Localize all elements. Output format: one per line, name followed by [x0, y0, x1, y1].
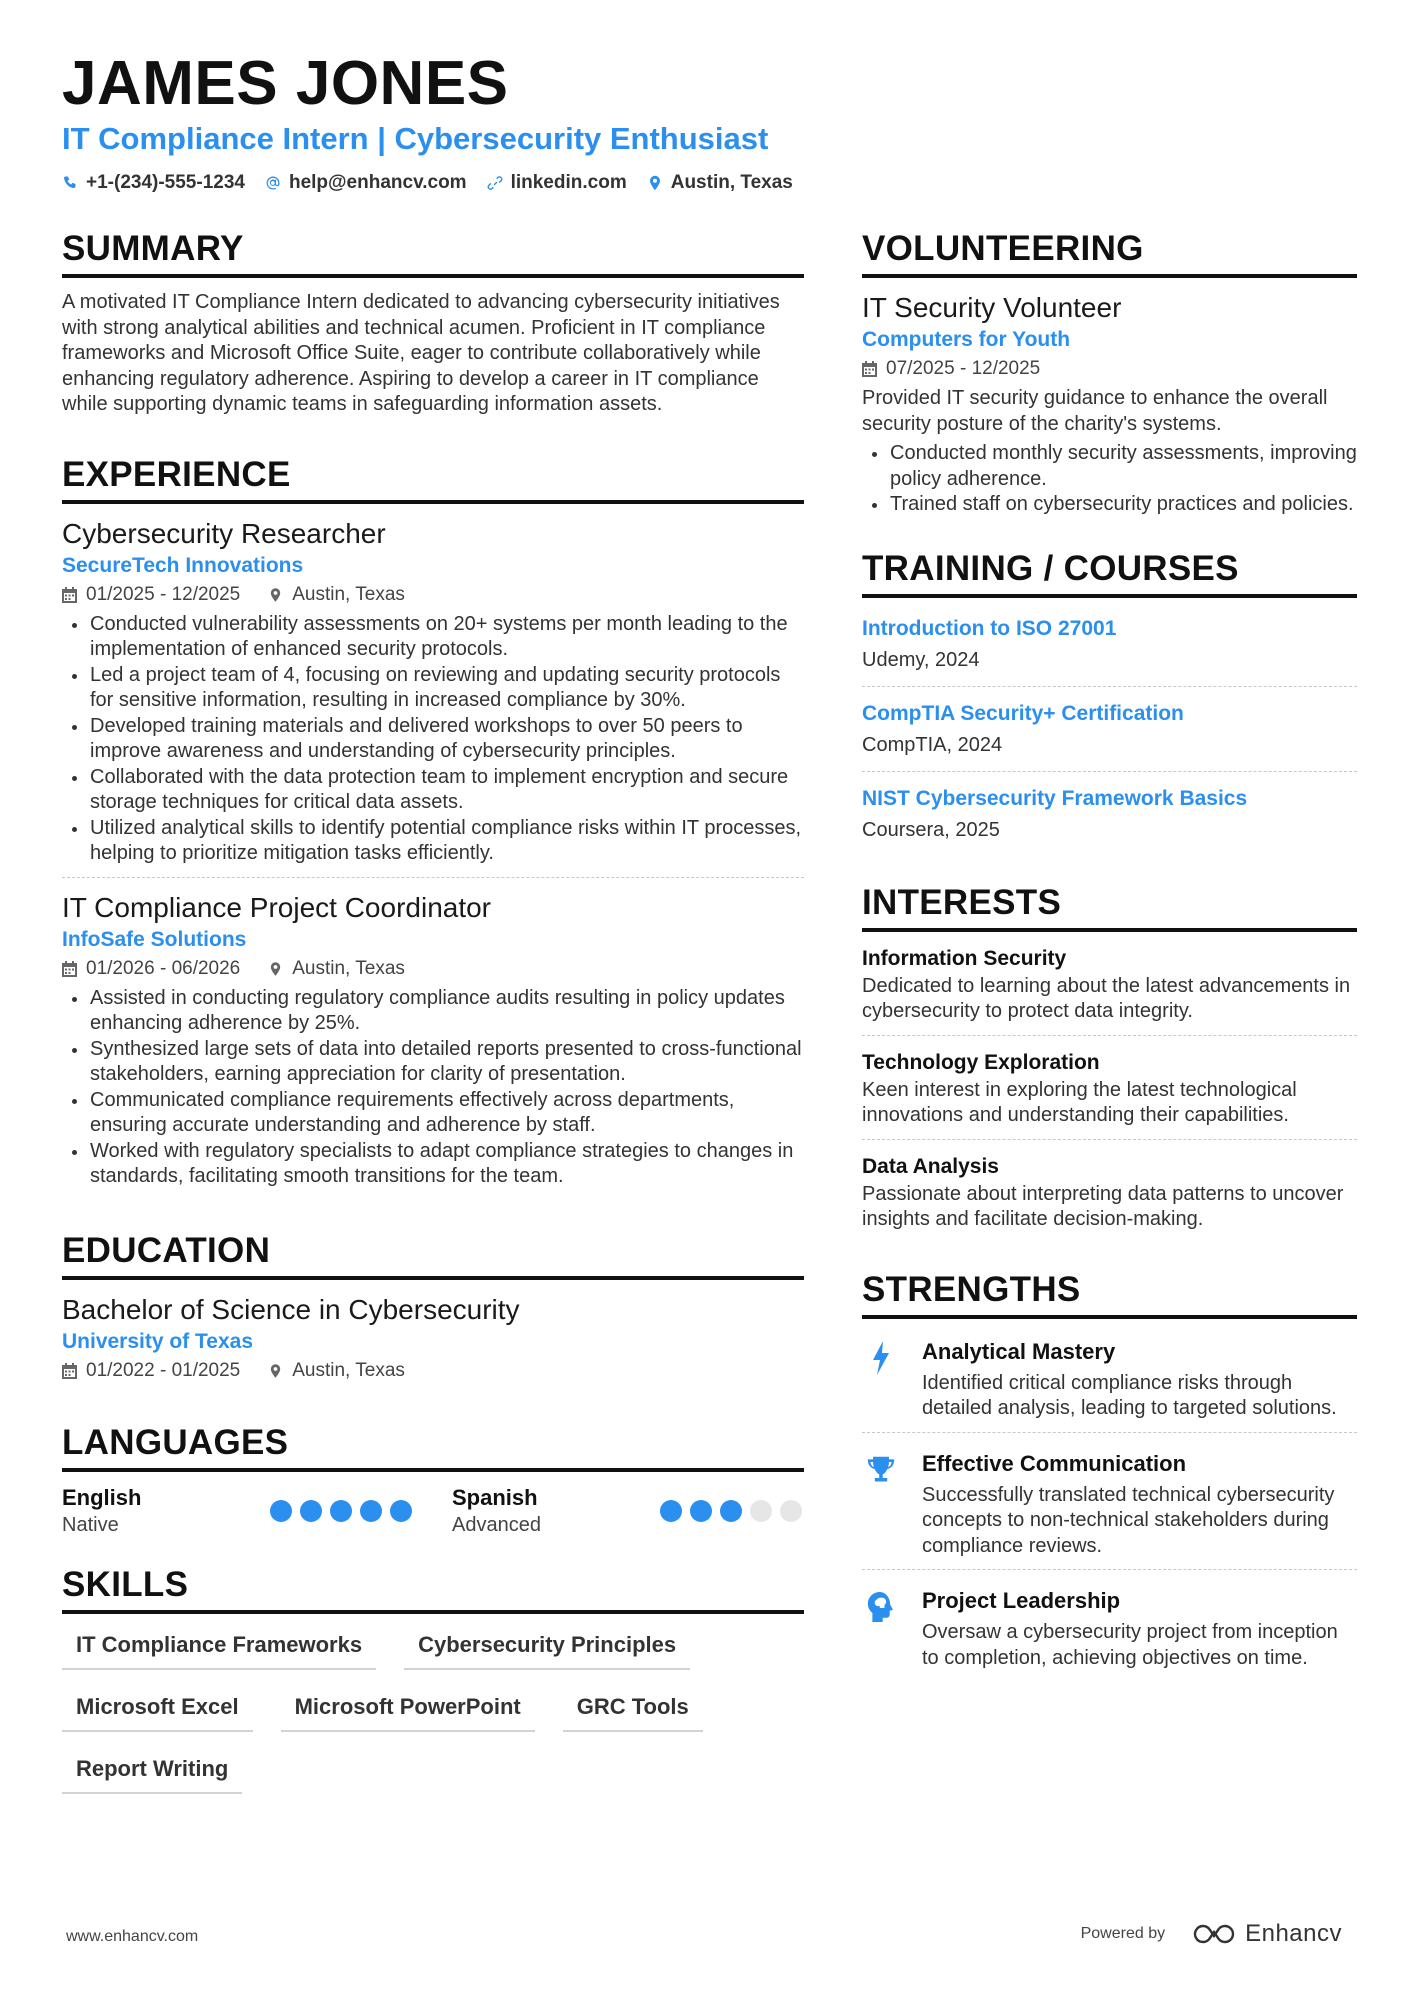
- bullet-item: Synthesized large sets of data into detailed reports presented to cross-functional stakeholders, earning appreciation for clarity of presentation.: [62, 1037, 804, 1088]
- right-column: [862, 228, 1357, 1707]
- bullet-item: Utilized analytical skills to identify potential compliance risks within IT processes, helping to prioritize mitigation tasks efficiently.: [62, 816, 804, 867]
- education-section: [62, 1230, 804, 1396]
- job-location: [268, 954, 405, 984]
- bullet-item: Collaborated with the data protection team to implement encryption and secure storage techniques for critical data assets.: [62, 765, 804, 816]
- volunteer-role: IT Security Volunteer: [862, 292, 1122, 323]
- company-name: InfoSafe Solutions: [62, 927, 247, 951]
- calendar-icon: [862, 361, 877, 377]
- education-entry: [62, 1292, 804, 1396]
- course-title: NIST Cybersecurity Framework Basics: [862, 786, 1248, 810]
- bullet-item: Conducted monthly security assessments, improving policy adherence.: [862, 441, 1357, 492]
- contact-bar: [62, 172, 793, 194]
- section-title-education: EDUCATION: [62, 1230, 804, 1280]
- section-title-languages: LANGUAGES: [62, 1422, 804, 1472]
- language-list: [62, 1484, 804, 1538]
- skill-tag: Report Writing: [62, 1750, 242, 1794]
- contact-linkedin-text: linkedin.com: [510, 172, 627, 193]
- interest-title: Technology Exploration: [862, 1050, 1100, 1074]
- date-range: [62, 580, 240, 610]
- contact-linkedin[interactable]: [487, 172, 627, 194]
- interest-title: Information Security: [862, 946, 1067, 970]
- interest-text: Passionate about interpreting data patterns to uncover insights and facilitate decision-making.: [862, 1182, 1344, 1230]
- trophy-icon-svg: [866, 1453, 896, 1487]
- bullet-list: [862, 441, 1357, 518]
- experience-entry: [62, 516, 804, 878]
- location-text: Austin, Texas: [292, 583, 405, 605]
- section-title-skills: SKILLS: [62, 1564, 804, 1614]
- strength-item: [862, 1331, 1357, 1433]
- strength-title: Effective Communication: [922, 1450, 1187, 1476]
- contact-location-text: Austin, Texas: [670, 172, 793, 193]
- interest-item: [862, 1152, 1357, 1243]
- contact-phone-text: +1-(234)-555-1234: [86, 172, 245, 193]
- date-range: [62, 954, 240, 984]
- rating-dot-filled: [270, 1500, 292, 1522]
- powered-by-label: Powered by: [1080, 1925, 1166, 1942]
- experience-entry: [62, 890, 804, 1200]
- strength-title: Analytical Mastery: [922, 1338, 1116, 1364]
- language-text: [62, 1484, 141, 1538]
- language-text: [452, 1484, 541, 1538]
- section-title-summary: SUMMARY: [62, 228, 804, 278]
- rating-dot-empty: [750, 1500, 772, 1522]
- contact-email[interactable]: [265, 172, 467, 194]
- strength-title: Project Leadership: [922, 1588, 1121, 1613]
- section-title-strengths: STRENGTHS: [862, 1269, 1357, 1319]
- language-item: [452, 1484, 802, 1538]
- language-rating: [660, 1500, 802, 1522]
- job-title: Cybersecurity Researcher: [62, 517, 386, 549]
- volunteer-meta: [862, 354, 1357, 384]
- calendar-icon: [62, 587, 77, 603]
- at-icon: [265, 175, 281, 191]
- strength-text: Oversaw a cybersecurity project from inception to completion, achieving objectives on time.: [922, 1621, 1338, 1669]
- language-name: Spanish: [452, 1484, 538, 1510]
- interest-text: Keen interest in exploring the latest technological innovations and understanding their capabilities.: [862, 1078, 1297, 1126]
- contact-email-text: help@enhancv.com: [288, 172, 467, 193]
- section-title-experience: EXPERIENCE: [62, 454, 804, 504]
- interest-text: Dedicated to learning about the latest advancements in cybersecurity to protect data integrity.: [862, 974, 1351, 1022]
- interests-section: [862, 882, 1357, 1243]
- bullet-list: [62, 986, 804, 1190]
- job-location: [268, 580, 405, 610]
- bullet-item: Conducted vulnerability assessments on 20+ systems per month leading to the implementation of enhanced security protocols.: [62, 612, 804, 663]
- link-icon: [487, 175, 503, 191]
- skill-tag: GRC Tools: [563, 1688, 703, 1732]
- location-pin-icon: [268, 587, 283, 603]
- education-meta: [62, 1356, 804, 1386]
- rating-dot-filled: [690, 1500, 712, 1522]
- school-location: [268, 1356, 405, 1386]
- date-text: 01/2022 - 01/2025: [86, 1359, 241, 1381]
- date-range: [862, 354, 1040, 384]
- rating-dot-filled: [390, 1500, 412, 1522]
- bullet-item: Worked with regulatory specialists to adapt compliance strategies to changes in standards, facilitating smooth transitions for the team.: [62, 1139, 804, 1190]
- head-brain-icon: [862, 1586, 900, 1671]
- strength-text: Successfully translated technical cybersecurity concepts to non-technical stakeholders during compliance reviews.: [922, 1483, 1335, 1557]
- bullet-item: Developed training materials and delivered workshops to over 50 peers to improve awareness and understanding of cybersecurity principles.: [62, 714, 804, 765]
- date-range: [62, 1356, 240, 1386]
- strength-body: [922, 1586, 1357, 1671]
- skills-section: [62, 1564, 804, 1794]
- bullet-item: Communicated compliance requirements effectively across departments, ensuring accurate understanding and adherence by staff.: [62, 1088, 804, 1139]
- course-item: [862, 610, 1357, 687]
- bullet-item: Led a project team of 4, focusing on reviewing and updating security protocols for sensitive information, resulting in increased compliance by 30%.: [62, 663, 804, 714]
- volunteering-section: [862, 228, 1357, 518]
- bullet-item: Trained staff on cybersecurity practices and policies.: [862, 492, 1357, 518]
- summary-text: A motivated IT Compliance Intern dedicated to advancing cybersecurity initiatives with strong analytical abilities and technical acumen. Proficient in IT compliance frameworks and Microsoft Office Suite, eager to contribute collaboratively while enhancing regulatory adherence. Aspiring to develop a career in IT compliance while supporting dynamic teams in safeguarding information assets.: [62, 291, 780, 415]
- strength-text: Identified critical compliance risks through detailed analysis, leading to targeted solutions.: [922, 1371, 1337, 1419]
- job-title: IT Compliance Project Coordinator: [62, 891, 492, 923]
- job-meta: [62, 580, 804, 610]
- skill-tag: Microsoft PowerPoint: [281, 1688, 535, 1732]
- section-title-training: TRAINING / COURSES: [862, 548, 1357, 598]
- date-text: 01/2025 - 12/2025: [86, 583, 241, 605]
- rating-dot-filled: [660, 1500, 682, 1522]
- contact-phone[interactable]: [62, 172, 245, 194]
- location-text: Austin, Texas: [292, 1359, 405, 1381]
- strengths-section: [862, 1269, 1357, 1682]
- interest-item: [862, 944, 1357, 1036]
- lightning-bolt-icon-svg: [866, 1341, 896, 1375]
- head-brain-icon-svg: [866, 1590, 896, 1624]
- date-text: 01/2026 - 06/2026: [86, 957, 241, 979]
- footer-branding: [1081, 1920, 1342, 1948]
- strength-item: [862, 1443, 1357, 1571]
- language-item: [62, 1484, 412, 1538]
- rating-dot-filled: [300, 1500, 322, 1522]
- degree: Bachelor of Science in Cybersecurity: [62, 1293, 520, 1325]
- language-rating: [270, 1500, 412, 1522]
- rating-dot-filled: [330, 1500, 352, 1522]
- calendar-icon: [62, 1363, 77, 1379]
- experience-section: [62, 454, 804, 1200]
- course-provider: CompTIA, 2024: [862, 733, 1003, 756]
- skill-tag: Cybersecurity Principles: [404, 1626, 690, 1670]
- enhancv-logo-icon: [1191, 1922, 1237, 1946]
- language-name: English: [62, 1484, 142, 1510]
- company-name: SecureTech Innovations: [62, 553, 304, 577]
- location-pin-icon: [268, 1363, 283, 1379]
- trophy-icon: [862, 1449, 900, 1560]
- skill-tag: Microsoft Excel: [62, 1688, 253, 1732]
- strength-body: [922, 1337, 1357, 1422]
- bullet-item: Assisted in conducting regulatory compliance audits resulting in policy updates enhancing adherence by 25%.: [62, 986, 804, 1037]
- skill-tag: IT Compliance Frameworks: [62, 1626, 376, 1670]
- course-item: [862, 695, 1357, 772]
- rating-dot-filled: [360, 1500, 382, 1522]
- contact-location: [647, 172, 793, 194]
- brand-name: Enhancv: [1245, 1920, 1342, 1947]
- course-title: CompTIA Security+ Certification: [862, 701, 1184, 725]
- language-level: Native: [62, 1513, 119, 1536]
- language-level: Advanced: [452, 1513, 541, 1536]
- volunteer-org: Computers for Youth: [862, 328, 1071, 351]
- candidate-name: JAMES JONES: [62, 49, 509, 118]
- headline: IT Compliance Intern | Cybersecurity Enthusiast: [62, 121, 769, 156]
- summary-section: [62, 228, 804, 418]
- left-column: [62, 228, 804, 1820]
- date-text: 07/2025 - 12/2025: [886, 358, 1041, 379]
- job-meta: [62, 954, 804, 984]
- course-provider: Coursera, 2025: [862, 818, 1000, 841]
- bullet-list: [62, 612, 804, 867]
- languages-section: [62, 1422, 804, 1538]
- location-pin-icon: [268, 961, 283, 977]
- rating-dot-filled: [720, 1500, 742, 1522]
- rating-dot-empty: [780, 1500, 802, 1522]
- interest-item: [862, 1048, 1357, 1140]
- enhancv-logo[interactable]: [1191, 1920, 1342, 1948]
- lightning-bolt-icon: [862, 1337, 900, 1422]
- training-section: [862, 548, 1357, 856]
- course-title: Introduction to ISO 27001: [862, 616, 1117, 640]
- section-title-volunteering: VOLUNTEERING: [862, 228, 1357, 278]
- interest-title: Data Analysis: [862, 1154, 999, 1178]
- strength-item: [862, 1580, 1357, 1681]
- location-pin-icon: [647, 175, 663, 191]
- section-title-interests: INTERESTS: [862, 882, 1357, 932]
- course-item: [862, 780, 1357, 856]
- phone-icon: [62, 175, 78, 191]
- strength-body: [922, 1449, 1357, 1560]
- skill-tags: [62, 1626, 782, 1794]
- footer-website-link[interactable]: www.enhancv.com: [66, 1928, 199, 1945]
- volunteer-description: Provided IT security guidance to enhance the overall security posture of the charity's systems.: [862, 387, 1328, 435]
- course-provider: Udemy, 2024: [862, 648, 980, 671]
- school-name: University of Texas: [62, 1329, 254, 1353]
- location-text: Austin, Texas: [292, 957, 405, 979]
- calendar-icon: [62, 961, 77, 977]
